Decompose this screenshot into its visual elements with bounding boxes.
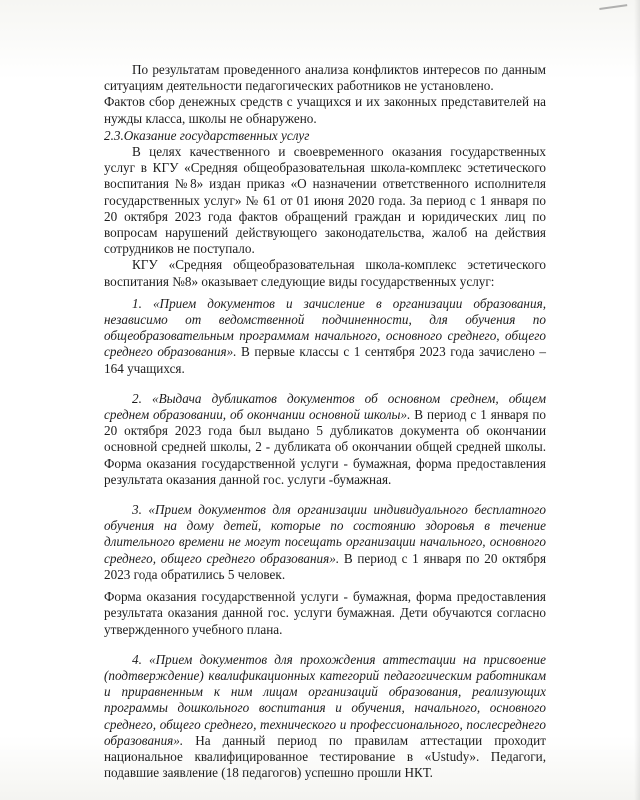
service-item-2: [104, 391, 546, 488]
scan-edge-shadow: [634, 0, 640, 800]
service-item-3-title: 3. «Прием документов для организации индивидуального бесплатного обучения на дому детей, которые по состоянию здоровья в течение длительного времени не могут посещать организации начального, основного среднего, общего среднего образования».: [104, 502, 546, 566]
service-item-4-details: На данный период по правилам аттестации проходит национальное квалифицированное тестирование в «Ustudy». Педагоги, подавшие заявление (18 педагогов) успешно прошли НКТ.: [104, 732, 546, 781]
service-item-1-details: В первые классы с 1 сентября 2023 года зачислено – 164 учащихся.: [104, 344, 546, 376]
paragraph-fundraising: Фактов сбор денежных средств с учащихся и их законных представителей на нужды класса, школы не обнаружено.: [104, 94, 546, 126]
document-body: [104, 62, 546, 781]
service-item-3-details: В период с 1 января по 20 октября 2023 года обратились 5 человек.: [104, 550, 547, 582]
service-item-2-title: 2. «Выдача дубликатов документов об основном среднем, общем среднем образовании, об окончании основной школы».: [104, 390, 546, 423]
paragraph-order-info: В целях качественного и своевременного оказания государственных услуг в КГУ «Средняя общеобразовательная школа-комплекс эстетического воспитания №8» издан приказ «О назначении ответственного исполнителя государственных услуг» № 61 от 01 июня 2020 года. За период с 1 января по 20 октября 2023 года фактов обращений граждан и юридических лиц по вопросам нарушений действующего законодательства, жалоб на действия сотрудников не поступало.: [104, 144, 546, 257]
service-item-3: [104, 502, 546, 583]
service-item-2-details: В период с 1 января по 20 октября 2023 года был выдано 5 дубликатов документа об окончании основной средней школы, 2 - дубликата об окончании общей средней школы. Форма оказания государственной услуги - бумажная, форма предоставления результата оказания данной гос. услуги -бумажная.: [104, 407, 546, 487]
service-item-4: [104, 652, 546, 782]
service-item-3-form: Форма оказания государственной услуги - бумажная, форма предоставления результата оказания данной гос. услуги бумажная. Дети обучаются согласно утвержденного учебного плана.: [104, 589, 546, 637]
service-item-4-title: 4. «Прием документов для прохождения аттестации на присвоение (подтверждение) квалификационных категорий педагогическим работникам и приравненным к ним лицам организаций образования, реализующих программы дошкольного воспитания и обучения, начального, основного среднего, общего среднего, технического и профессионального, послесреднего образования».: [104, 651, 546, 748]
service-item-1: [104, 296, 546, 377]
paragraph-conflict-analysis: По результатам проведенного анализа конфликтов интересов по данным ситуациям деятельности педагогических работников не установлено.: [104, 62, 546, 94]
section-heading-public-services: 2.3.Оказание государственных услуг: [104, 127, 310, 143]
service-item-1-title: 1. «Прием документов и зачисление в организации образования, независимо от ведомственной подчиненности, для обучения по общеобразовательным программам начального, основного среднего, общего среднего образования».: [104, 295, 546, 360]
scan-mark: [599, 4, 628, 20]
paragraph-services-intro: КГУ «Средняя общеобразовательная школа-комплекс эстетического воспитания №8» оказывает следующие виды государственных услуг:: [104, 257, 546, 289]
